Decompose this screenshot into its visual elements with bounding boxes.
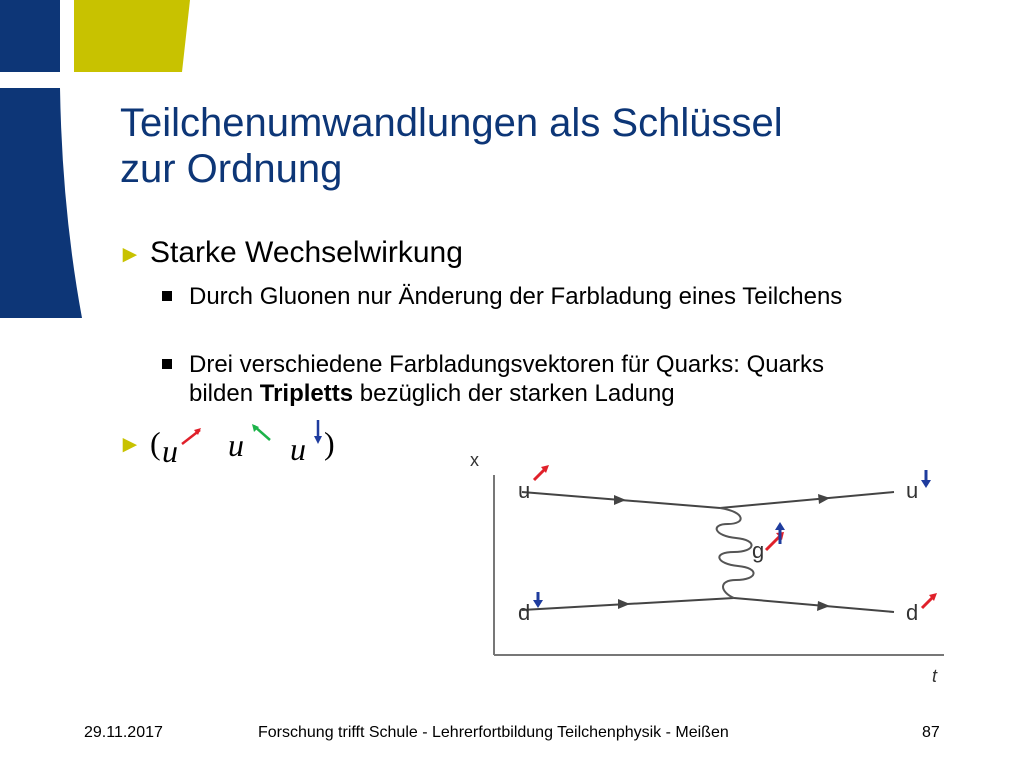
bullet-triplet bbox=[118, 426, 150, 462]
gluon-label: g bbox=[752, 538, 765, 563]
quark-triplet bbox=[150, 420, 350, 470]
quark-blue: u bbox=[290, 431, 306, 467]
square-bullet-icon bbox=[162, 359, 172, 369]
top-in-arrowhead-icon bbox=[614, 495, 626, 505]
sub-bullet-gluons bbox=[162, 282, 882, 311]
top-out-line bbox=[720, 492, 894, 508]
in-bottom-arrowhead-icon bbox=[533, 600, 543, 608]
footer-page-number: 87 bbox=[922, 724, 940, 741]
axis-label-t: t bbox=[932, 666, 938, 686]
sub-bullet-triplets bbox=[162, 350, 882, 408]
label-out-bottom: d bbox=[906, 600, 919, 625]
label-in-bottom: d bbox=[518, 600, 531, 625]
triplet-open-paren: ( bbox=[150, 425, 161, 461]
sub-bullet-text bbox=[189, 350, 882, 408]
sub2-text-bold: Tripletts bbox=[259, 380, 354, 407]
title-line-1: Teilchenumwandlungen als Schlüssel bbox=[120, 101, 783, 145]
bullet-strong-interaction bbox=[118, 236, 463, 272]
sub2-text-b: bezüglich der starken Ladung bbox=[353, 380, 675, 407]
footer-title: Forschung trifft Schule - Lehrerfortbildung Teilchenphysik - Meißen bbox=[258, 724, 729, 741]
navy-block-side bbox=[0, 88, 82, 318]
sub-bullet-text: Durch Gluonen nur Änderung der Farbladung eines Teilchens bbox=[189, 283, 843, 310]
bottom-out-line bbox=[734, 598, 894, 612]
bottom-in-arrowhead-icon bbox=[618, 599, 630, 609]
out-top-arrowhead-icon bbox=[921, 480, 931, 488]
sub2-text-a: Drei verschiedene Farbladungsvektoren für Quarks: Quarks bilden bbox=[189, 351, 824, 407]
gluon-line bbox=[717, 508, 754, 598]
bullet-text: Starke Wechselwirkung bbox=[150, 236, 463, 269]
axis-label-x: x bbox=[470, 450, 479, 470]
triangle-bullet-icon: ► bbox=[118, 241, 142, 268]
feynman-diagram bbox=[466, 440, 986, 690]
quark-red: u bbox=[162, 433, 178, 469]
triangle-bullet-icon: ► bbox=[118, 431, 142, 458]
square-bullet-icon bbox=[162, 291, 172, 301]
blue-arrowhead-icon bbox=[314, 436, 322, 444]
triplet-close-paren: ) bbox=[324, 425, 335, 461]
gluon-blue-arrowhead-icon bbox=[775, 522, 785, 530]
slide-title bbox=[120, 100, 980, 192]
navy-block-top bbox=[0, 0, 60, 72]
yellow-block-top bbox=[74, 0, 190, 72]
quark-green: u bbox=[228, 427, 244, 463]
bottom-out-arrowhead-icon bbox=[817, 601, 830, 611]
label-in-top: u bbox=[518, 478, 531, 503]
footer-date: 29.11.2017 bbox=[84, 724, 163, 741]
title-line-2: zur Ordnung bbox=[120, 147, 343, 191]
label-out-top: u bbox=[906, 478, 919, 503]
